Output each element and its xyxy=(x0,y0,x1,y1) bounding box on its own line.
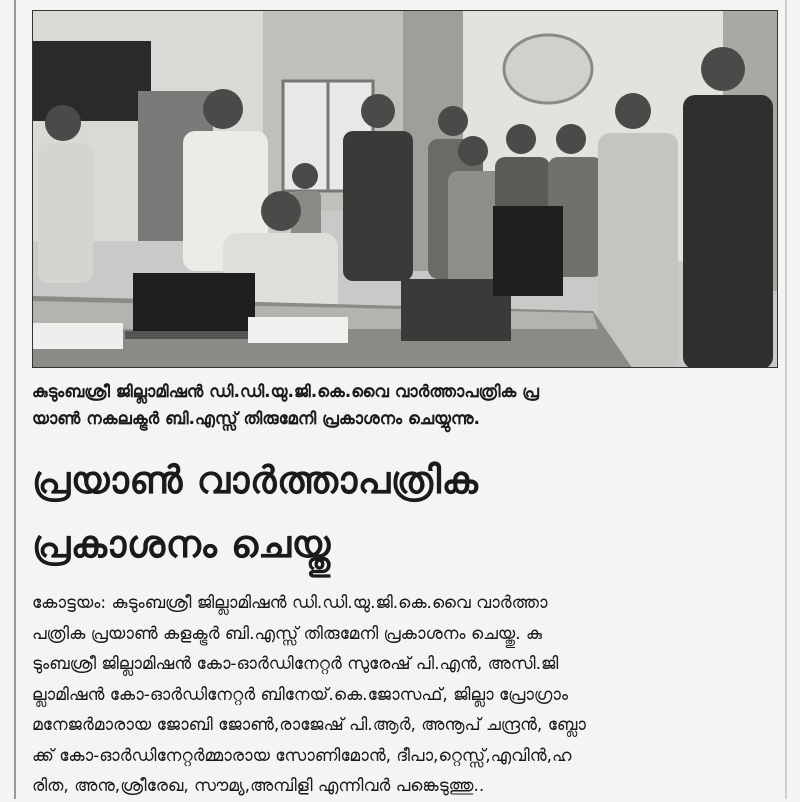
caption-line-2: യാൺ നകലക്ട്രർ ബി.എസ്സ് തിരുമേനി പ്രകാശനം ചെയ്യുന്നു. xyxy=(32,409,480,428)
body-line: മനേജർമാരായ ജോബി ജോൺ,രാജേഷ് പി.ആർ, അനൂപ് ചന്ദ്രൻ, ബ്ലോ xyxy=(32,715,586,735)
body-line: പത്രിക പ്രയാൺ കളക്ട്രർ ബി.എസ്സ് തിരുമേനി പ്രകാശനം ചെയ്തു. കു xyxy=(32,623,542,644)
body-line: ടുംബശ്രീ ജില്ലാമിഷൻ കോ-ഓർഡിനേറ്റർ സുരേഷ് പി.എൻ, അസി.ജി xyxy=(32,654,559,674)
article-body xyxy=(32,588,778,802)
column-rule-right xyxy=(785,0,787,799)
body-line: ക്ക് കോ-ഓർഡിനേറ്റർമ്മാരായ സോണിമോൻ, ദീപാ,റ്റെസ്സ്,എവിൻ,ഹ xyxy=(32,745,572,766)
column-rule-left xyxy=(14,0,16,799)
headline-line-1: പ്രയാൺ വാർത്താപത്രിക xyxy=(32,458,479,502)
body-line: ല്ലാമിഷൻ കോ-ഓർഡിനേറ്റർ ബിനേയ്.കെ.ജോസഫ്, ജില്ലാ പ്രോഗ്രാം xyxy=(32,684,568,705)
article-headline xyxy=(32,448,778,576)
caption-line-1: കുടുംബശ്രീ ജില്ലാമിഷൻ ഡി.ഡി.യു.ജി.കെ.വൈ വാർത്താപത്രിക പ്ര xyxy=(32,382,539,401)
next-headline-fragment xyxy=(380,790,680,799)
photo-caption xyxy=(32,378,778,432)
body-line: രിത, അനു,ശ്രീരേഖ, സൗമ്യ,അമ്പിളി എന്നിവർ പങ്കെടുത്തു.. xyxy=(32,776,485,796)
headline-line-2: പ്രകാശനം ചെയ്തു xyxy=(32,522,331,566)
body-line: കോട്ടയം: കുടുംബശ്രീ ജില്ലാമിഷൻ ഡി.ഡി.യു.ജി.കെ.വൈ വാർത്താ xyxy=(32,593,548,613)
news-photo xyxy=(32,10,778,368)
